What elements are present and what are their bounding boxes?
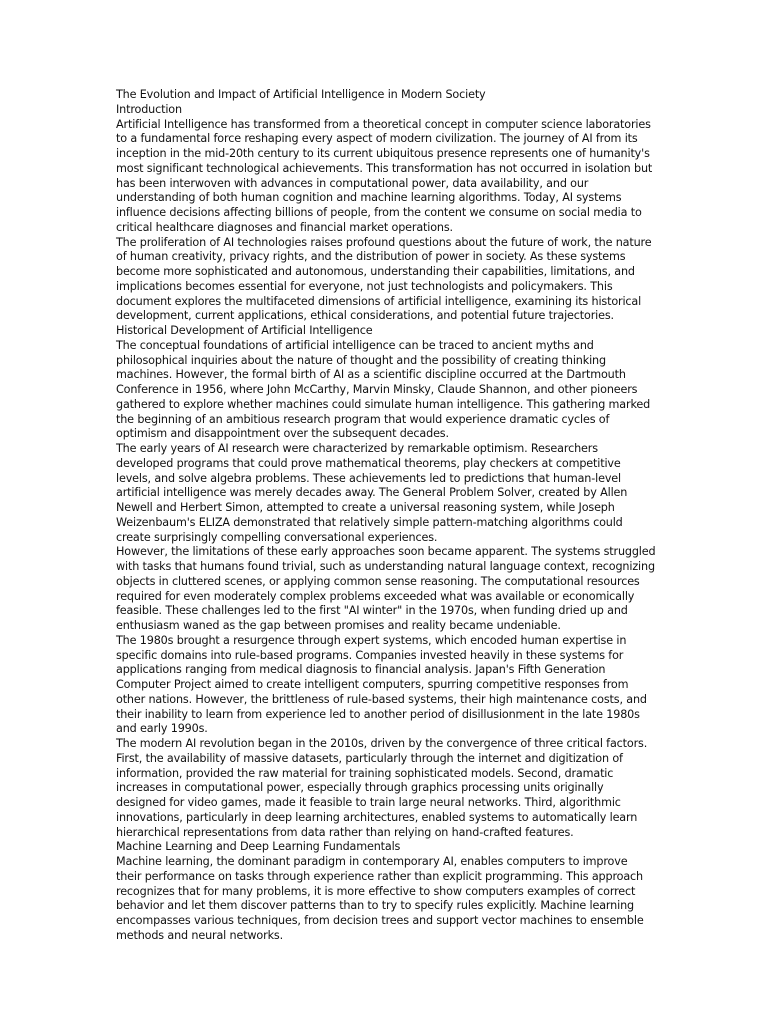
document-page [116,88,656,944]
paragraph: The modern AI revolution began in the 2010s, driven by the convergence of three critical factors. First, the availability of massive datasets, particularly through the internet and digitization of information, provided the raw material for training sophisticated models. Second, dramatic increases in computational power, especially through graphics processing units originally designed for video games, made it feasible to train large neural networks. Third, algorithmic innovations, particularly in deep learning architectures, enabled systems to automatically learn hierarchical representations from data rather than relying on hand-crafted features. [116,737,648,839]
paragraph: The proliferation of AI technologies raises profound questions about the future of work, the nature of human creativity, privacy rights, and the distribution of power in society. As these systems become more sophisticated and autonomous, understanding their capabilities, limitations, and implications becomes essential for everyone, not just technologists and policymakers. This document explores the multifaceted dimensions of artificial intelligence, examining its historical development, current applications, ethical considerations, and potential future trajectories. [116,235,652,323]
document-title: The Evolution and Impact of Artificial Intelligence in Modern Society [116,88,486,101]
paragraph: However, the limitations of these early approaches soon became apparent. The systems struggled with tasks that humans found trivial, such as understanding natural language context, recognizing objects in cluttered scenes, or applying common sense reasoning. The computational resources required for even moderately complex problems exceeded what was available or economically feasible. These challenges led to the first "AI winter" in the 1970s, when funding dried up and enthusiasm waned as the gap between promises and reality became undeniable. [116,545,656,632]
section-heading-introduction: Introduction [116,102,182,116]
paragraph: The 1980s brought a resurgence through expert systems, which encoded human expertise in specific domains into rule-based programs. Companies invested heavily in these systems for applications ranging from medical diagnosis to financial analysis. Japan's Fifth Generation Computer Project aimed to create intelligent computers, spurring competitive responses from other nations. However, the brittleness of rule-based systems, their high maintenance costs, and their inability to learn from experience led to another period of disillusionment in the late 1980s and early 1990s. [116,633,647,736]
section-heading-machine-learning: Machine Learning and Deep Learning Fundamentals [116,840,401,854]
section-heading-historical-development: Historical Development of Artificial Intelligence [116,324,373,337]
paragraph: Machine learning, the dominant paradigm in contemporary AI, enables computers to improve their performance on tasks through experience rather than explicit programming. This approach recognizes that for many problems, it is more effective to show computers examples of correct behavior and let them discover patterns than to try to specify rules explicitly. Machine learning encompasses various techniques, from decision trees and support vector machines to ensemble methods and neural networks. [116,855,644,942]
paragraph: The conceptual foundations of artificial intelligence can be traced to ancient myths and philosophical inquiries about the nature of thought and the possibility of creating thinking machines. However, the formal birth of AI as a scientific discipline occurred at the Dartmouth Conference in 1956, where John McCarthy, Marvin Minsky, Claude Shannon, and other pioneers gathered to explore whether machines could simulate human intelligence. This gathering marked the beginning of an ambitious research program that would experience dramatic cycles of optimism and disappointment over the subsequent decades. [116,338,651,441]
paragraph: The early years of AI research were characterized by remarkable optimism. Researchers developed programs that could prove mathematical theorems, play checkers at competitive levels, and solve algebra problems. These achievements led to predictions that human-level artificial intelligence was merely decades away. The General Problem Solver, created by Allen Newell and Herbert Simon, attempted to create a universal reasoning system, while Joseph Weizenbaum's ELIZA demonstrated that relatively simple pattern-matching algorithms could create surprisingly compelling conversational experiences. [116,442,628,544]
paragraph: Artificial Intelligence has transformed from a theoretical concept in computer science laboratories to a fundamental force reshaping every aspect of modern civilization. The journey of AI from its inception in the mid-20th century to its current ubiquitous presence represents one of humanity's most significant technological achievements. This transformation has not occurred in isolation but has been interwoven with advances in computational power, data availability, and our understanding of both human cognition and machine learning algorithms. Today, AI systems influence decisions affecting billions of people, from the content we consume on social media to critical healthcare diagnoses and financial market operations. [116,117,653,234]
